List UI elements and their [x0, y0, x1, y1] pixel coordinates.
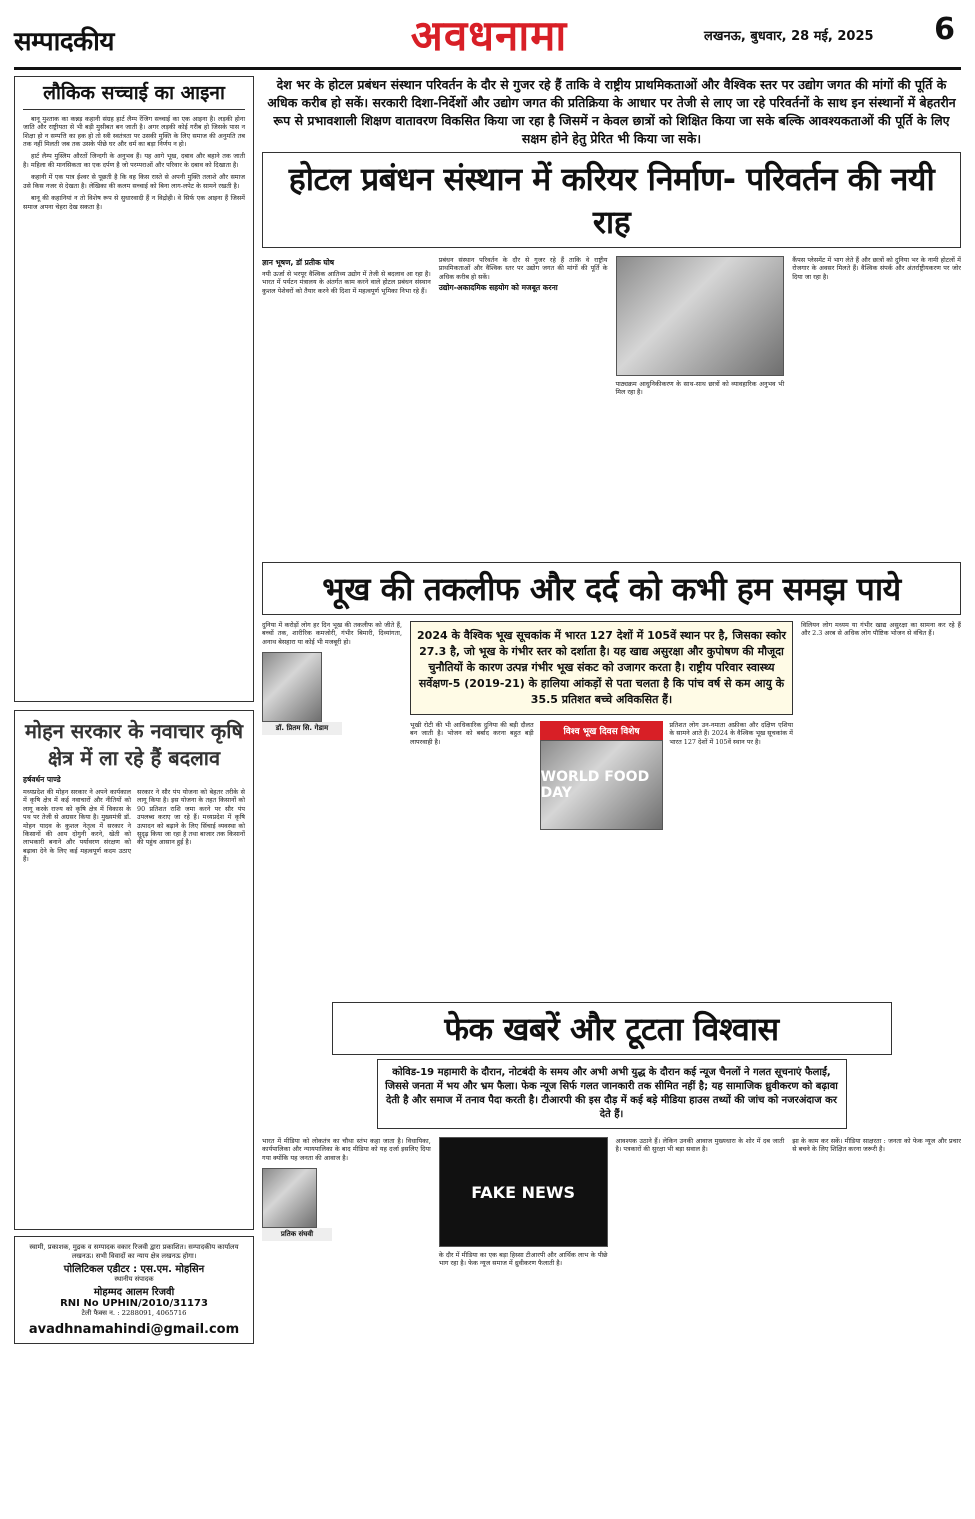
chefs-photo — [616, 256, 785, 376]
subhead: उद्योग-अकादमिक सहयोग को मजबूत करना — [438, 283, 558, 293]
article-mohan-sarkar — [14, 710, 254, 1230]
col-text: प्रतिशत लोग उन-नमाता अफ्रीका और दक्षिण एशिया के सामने आते हैं। 2024 के वैश्विक भूख सूचकांक में भारत 127 देशों में 105वें स्थान पर है। — [669, 721, 793, 746]
author-photo — [262, 1168, 317, 1228]
local-editor-name: मोहम्मद आलम रिजवी — [93, 1287, 175, 1298]
fake-news-columns — [262, 1137, 961, 1467]
local-editor-label: स्थानीय संपादक — [114, 1275, 154, 1283]
fake-col-3: आवश्यक उठाने हैं। लेकिन उनकी आवाज मुख्यधारा के शोर में दब जाती है। पत्रकारों की सुरक्षा भी बड़ा सवाल है। — [615, 1137, 785, 1154]
hunger-columns — [410, 721, 793, 830]
paragraph: कहानी में एक पात्र ईश्वर से पूछती है कि वह किस रास्ते से अपनी मुक्ति तलाशे और समाज उसे किस नजर से देखता है। लेखिका की कलम सच्चाई को बिना लाग-लपेट के सामने रखती है। — [23, 173, 245, 190]
left-column — [14, 76, 254, 1344]
paragraph: हार्ट लैम्प मुस्लिम औरतों जिन्दगी के अनुभव हैं। यह आगे भूख, दबाव और बहाने तक जाती है। महिला की मानसिकता का एक दर्पण है जो परम्पराओं और परिवार के दबाव को दिखाता है। — [23, 152, 245, 169]
political-editor: पोलिटिकल एडीटर : एस.एम. मोहसिन — [63, 1264, 205, 1275]
imprint-text: स्वामी, प्रकाशक, मुद्रक व सम्पादक वकार रिजवी द्वारा प्रकाशित। सम्पादकीय कार्यालय लखनऊ। सभी विवादों का न्याय क्षेत्र लखनऊ होगा। — [29, 1243, 239, 1260]
article-title: मोहन सरकार के नवाचार कृषि क्षेत्र में ला रहे हैं बदलाव — [24, 719, 244, 770]
hotel-columns — [262, 256, 961, 556]
paragraph: बानू की कहानियां न तो विशेष रूप से सुधारवादी हैं न विद्रोही। वे सिर्फ एक आइना हैं जिसमें समाज अपना चेहरा देख सकता है। — [23, 194, 245, 211]
fake-col-1 — [262, 1137, 431, 1467]
food-day-box — [540, 721, 664, 830]
logo-text: अवधनामा — [410, 11, 568, 60]
logo — [384, 8, 594, 64]
author-photo — [262, 652, 322, 722]
rni-number: RNI No UPHIN/2010/31173 — [60, 1298, 208, 1309]
col-text: भूखी रोटी की भी आधिकारिक दुनिया की बड़ी दौलत बन जाती है। भोजन को बर्बाद करना बहुत बड़ी लापरवाही है। — [410, 721, 534, 746]
article-col-2: सरकार ने सौर पंप योजना को बेहतर तरीके से लागू किया है। इस योजना के तहत किसानों को 90 प्रतिशत राशि जमा करने पर सौर पंप उपलब्ध कराए जा रहे हैं। मध्यप्रदेश में कृषि उत्पादन को बढ़ाने के लिए सिंचाई व्यवस्था को सुदृढ़ किया जा रहा है तथा बाजार तक किसानों की पहुंच आसान हुई है। — [137, 788, 245, 847]
special-tag: विश्व भूख दिवस विशेष — [540, 721, 664, 740]
hunger-section — [262, 621, 961, 996]
hunger-left — [262, 621, 402, 996]
article-laukik — [14, 76, 254, 702]
imprint-box — [14, 1236, 254, 1344]
col-text: प्रबंधन संस्थान परिवर्तन के दौर से गुजर रहे हैं ताकि वे राष्ट्रीय प्राथमिकताओं और वैश्विक स्तर पर उद्योग जगत की मांगों की पूर्ति के अधिक करीब हो सकें। — [438, 256, 608, 281]
fake-news-photo — [439, 1137, 608, 1247]
food-day-label: WORLD FOOD DAY — [540, 769, 650, 801]
col-text: नयी ऊर्जा से भरपूर वैश्विक आतिथ्य उद्योग में तेजी से बदलाव आ रहा है। भारत में पर्यटन मंत्रालय के अंतर्गत काम करने वाले होटल प्रबंधन संस्थान कुशल पेशेवरों को तैयार करने की दिशा में महत्वपूर्ण भूमिका निभा रहे हैं। — [262, 270, 431, 295]
byline: हर्षवर्धन पाण्डे — [23, 775, 61, 784]
fake-news-headline: फेक खबरें और टूटता विश्वास — [332, 1002, 892, 1055]
col-text: पाठ्यक्रम आधुनिकीकरण के साथ-साथ छात्रों को व्यावहारिक अनुभव भी मिल रहा है। — [615, 380, 785, 397]
article-body — [23, 115, 245, 211]
hotel-col-2 — [439, 256, 608, 556]
hotel-col-4 — [792, 256, 961, 556]
hunger-headline: भूख की तकलीफ और दर्द को कभी हम समझ पाये — [262, 562, 961, 615]
hunger-right: विलियन लोग मध्यम या गंभीर खाद्य असुरक्षा का सामना कर रहे हैं और 2.3 अरब से अधिक लोग पौष्टिक भोजन से वंचित हैं। — [801, 621, 961, 638]
hotel-col-3 — [616, 256, 785, 556]
author-caption: प्रतिक संघवी — [262, 1228, 332, 1241]
main-area — [262, 76, 961, 1467]
article-col-1: मध्यप्रदेश की मोहन सरकार ने अपने कार्यकाल में कृषि क्षेत्र में कई नवाचारों और नीतियों को लागू करके राज्य को कृषि क्षेत्र में विकास के पथ पर तेजी से अग्रसर किया है। मुख्यमंत्री डॉ. मोहन यादव के कुशल नेतृत्व में सरकार ने किसानों की आय दोगुनी करने, खेती को लाभकारी बनाने और पर्यावरण संरक्षण को बढ़ावा देने के लिए कई महत्वपूर्ण कदम उठाए हैं। — [23, 788, 131, 864]
fake-col-4: झा के काम कर सकें। मीडिया साक्षरता : जनता को फेक न्यूज और प्रचार से बचने के लिए शिक्षित करना जरूरी है। — [792, 1137, 961, 1154]
col-text: कैंपस प्लेसमेंट में भाग लेते हैं और छात्रों को दुनिया भर के नामी होटलों में रोजगार के अवसर मिलते हैं। वैश्विक संपर्क और अंतर्राष्ट्रीयकरण पर जोर दिया जा रहा है। — [792, 256, 961, 281]
fake-news-intro: कोविड-19 महामारी के दौरान, नोटबंदी के समय और अभी अभी युद्ध के दौरान कई न्यूज चैनलों ने गलत सूचनाएं फैलाईं, जिससे जनता में भय और भ्रम फैला। फेक न्यूज सिर्फ गलत जानकारी तक सीमित नहीं है; यह सामाजिक ध्रुवीकरण को बढ़ावा देती है और समाज में तनाव पैदा करती है। टीआरपी की इस दौड़ में कई बड़े मीडिया हाउस तथ्यों की जांच को नजरअंदाज कर देते हैं। — [377, 1059, 847, 1129]
col-text: भारत में मीडिया को लोकतंत्र का चौथा स्तंभ कहा जाता है। विधायिका, कार्यपालिका और न्यायपालिका के बाद मीडिया को यह दर्जा इसलिए दिया गया क्योंकि यह जनता की आवाज है। — [262, 1137, 431, 1162]
hunger-highlight: 2024 के वैश्विक भूख सूचकांक में भारत 127 देशों में 105वें स्थान पर है, जिसका स्कोर 27.3 है, जो भूख के गंभीर स्तर को दर्शाता है। यह खाद्य असुरक्षा और कुपोषण की मौजूदा चुनौतियों के कारण उत्पन्न गंभीर भूख संकट को उजागर करता है। राष्ट्रीय परिवार स्वास्थ्य सर्वेक्षण-5 (2019-21) के हालिया आंकड़ों से पता चलता है कि पांच वर्ष से कम आयु के 35.5 प्रतिशत बच्चे अविकसित हैं। — [410, 621, 793, 715]
byline: ज्ञान भूषण, डॉ प्रतीक घोष — [262, 258, 335, 267]
hunger-middle — [410, 621, 793, 996]
fake-news-label: FAKE NEWS — [471, 1182, 576, 1202]
fake-col-2 — [439, 1137, 608, 1467]
hotel-intro: देश भर के होटल प्रबंधन संस्थान परिवर्तन के दौर से गुजर रहे हैं ताकि वे राष्ट्रीय प्राथमिकताओं और वैश्विक स्तर पर उद्योग जगत की मांगों की पूर्ति के अधिक करीब हो सकें। सरकारी दिशा-निर्देशों और उद्योग जगत की प्रतिक्रिया के आधार पर तेजी से लाए जा रहे परिवर्तनों के साथ इन संस्थानों में बेहतरीन रूप से प्रभावशाली शिक्षण वातावरण विकसित किया जा रहा है जिसमें न केवल छात्रों को शिक्षित किया जा सके बल्कि आवश्यकताओं की पूर्ति के लिए सक्षम होने हेतु प्रेरित भी किया जा सके। — [267, 77, 956, 146]
masthead — [14, 8, 961, 70]
paragraph: बानू मुश्ताक का कन्नड़ कहानी संग्रह हार्ट लैम्प रेंजिग सच्चाई का एक आइना है। लड़की होना जाति और राष्ट्रीयता से भी बड़ी मुसीबत बन जाती है। अगर लड़की कोई गरीब हो जिसके पास न शिक्षा हो न सम्पत्ति का हक हो तो स्त्री स्वतंत्रता पर उसकी मुक्ति के लिए समाज की अनुमति तब तक नहीं मिलती जब तक उसके पीछे घर और धर्म का बड़ा निर्णय न हो। — [23, 114, 245, 149]
issue-date: लखनऊ, बुधवार, 28 मई, 2025 — [704, 29, 874, 44]
phone: टेली फैक्स न. : 2288091, 4065716 — [81, 1309, 187, 1317]
email-link[interactable]: avadhnamahindi@gmail.com — [28, 1322, 240, 1337]
hotel-headline: होटल प्रबंधन संस्थान में करियर निर्माण- परिवर्तन की नयी राह — [262, 152, 961, 248]
food-day-photo — [540, 740, 664, 830]
article-title: लौकिक सच्चाई का आइना — [23, 83, 245, 110]
col-text: के दौर में मीडिया का एक बड़ा हिस्सा टीआरपी और आर्थिक लाभ के पीछे भाग रहा है। फेक न्यूज समाज में ध्रुवीकरण फैलाती है। — [438, 1251, 608, 1268]
section-title: सम्पादकीय — [14, 27, 114, 57]
col-text: दुनिया में करोड़ों लोग हर दिन भूख की तकलीफ को जीते हैं, बच्चों तक, शारीरिक कमजोरी, गंभीर बिमारी, दिव्यांगता, अनाथ बेसहारा या कोई भी मजबूरी हो। — [262, 621, 402, 646]
author-caption: डॉ. प्रितम सि. गेडाम — [262, 722, 342, 735]
page-number: 6 — [934, 12, 955, 47]
article-columns — [23, 788, 245, 864]
hotel-col-1 — [262, 256, 431, 556]
